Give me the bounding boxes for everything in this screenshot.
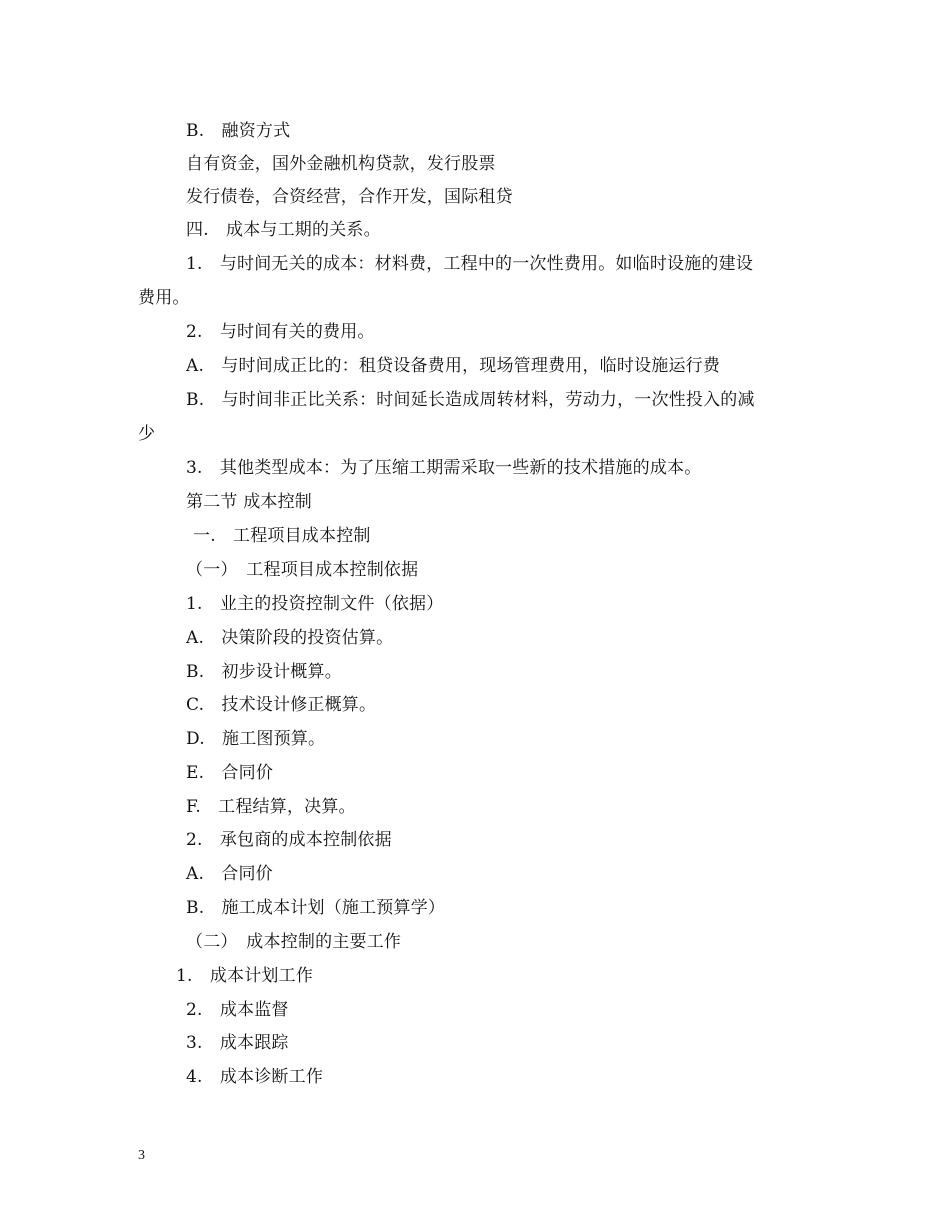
subsection-heading: （一） 工程项目成本控制依据 xyxy=(186,560,419,580)
list-item: 3. 成本跟踪 xyxy=(186,1033,289,1053)
list-item: 2. 成本监督 xyxy=(186,1000,289,1020)
list-item: 1. 与时间无关的成本：材料费，工程中的一次性费用。如临时设施的建设 xyxy=(186,254,754,274)
list-item: E. 合同价 xyxy=(186,763,274,783)
list-item: B. 施工成本计划（施工预算学） xyxy=(186,898,446,918)
list-item: C. 技术设计修正概算。 xyxy=(186,695,377,715)
list-item: A. 合同价 xyxy=(186,864,273,884)
list-item: B. 初步设计概算。 xyxy=(186,662,342,682)
subsection-heading: （二） 成本控制的主要工作 xyxy=(186,932,402,952)
text-line: 自有资金，国外金融机构贷款，发行股票 xyxy=(186,154,496,174)
list-item: 4. 成本诊断工作 xyxy=(186,1067,324,1087)
list-item: D. 施工图预算。 xyxy=(186,729,326,749)
text-line: 发行债卷，合资经营，合作开发，国际租贷 xyxy=(186,187,513,207)
text-line-continuation: 费用。 xyxy=(138,288,190,308)
list-item: B. 与时间非正比关系：时间延长造成周转材料，劳动力，一次性投入的减 xyxy=(186,390,755,410)
list-item: A. 与时间成正比的：租贷设备费用，现场管理费用，临时设施运行费 xyxy=(186,356,721,376)
section-heading-cost-schedule: 四. 成本与工期的关系。 xyxy=(186,220,381,240)
text-line-continuation: 少 xyxy=(138,424,156,444)
list-item: F. 工程结算，决算。 xyxy=(186,797,356,817)
subsection-heading: 一. 工程项目成本控制 xyxy=(193,526,371,546)
page-number: 3 xyxy=(138,1148,145,1163)
list-item: 2. 承包商的成本控制依据 xyxy=(186,830,392,850)
heading-financing-methods: B. 融资方式 xyxy=(186,121,291,141)
section-title: 第二节 成本控制 xyxy=(186,492,313,512)
list-item: 1. 成本计划工作 xyxy=(176,966,314,986)
list-item: 1. 业主的投资控制文件（依据） xyxy=(186,594,444,614)
list-item: 2. 与时间有关的费用。 xyxy=(186,322,375,342)
list-item: 3. 其他类型成本：为了压缩工期需采取一些新的技术措施的成本。 xyxy=(186,458,702,478)
list-item: A. 决策阶段的投资估算。 xyxy=(186,628,394,648)
